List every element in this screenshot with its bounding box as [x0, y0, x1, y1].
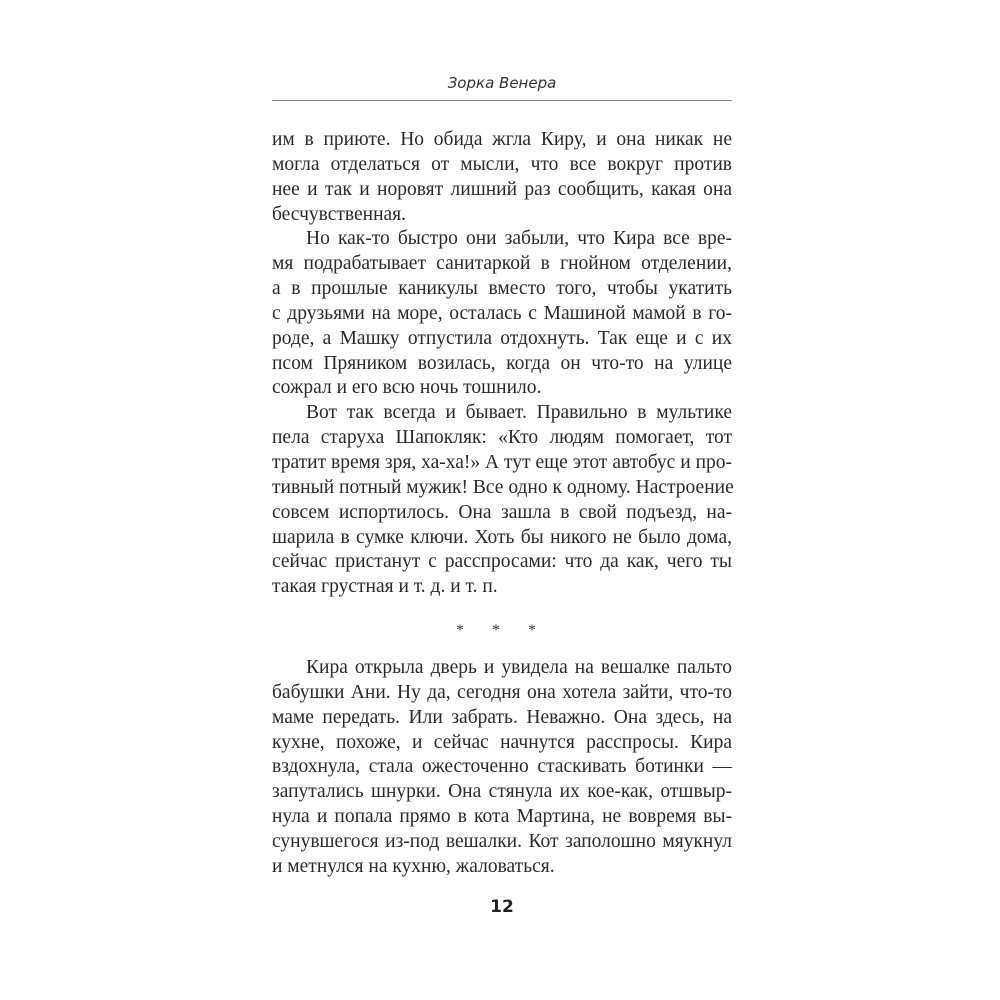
text-line: нула и попала прямо в кота Мартина, не вовремя вы- [272, 806, 732, 828]
text-line: сейчас пристанут с расспросами: что да как, чего ты [272, 551, 732, 573]
text-line: могла отделаться от мысли, что все вокруг против [272, 153, 732, 175]
text-line: им в приюте. Но обида жгла Киру, и она никак не [272, 129, 732, 150]
text-line: маме передать. Или забрать. Неважно. Она здесь, на [272, 706, 732, 728]
body-text-block-2 [272, 656, 732, 880]
page-number: 12 [490, 897, 514, 917]
text-line: тивный потный мужик! Все одно к одному. Настроение [272, 476, 734, 498]
section-separator: * * * [456, 622, 548, 639]
text-line: такая грустная и т. д. и т. п. [272, 576, 498, 598]
text-line: Вот так всегда и бывает. Правильно в мультике [306, 402, 732, 424]
text-line: с друзьями на море, осталась с Машиной мамой в го- [272, 302, 732, 324]
header-rule [272, 100, 732, 101]
text-line: нее и так и норовят лишний раз сообщить, какая она [272, 178, 732, 200]
text-line: кухне, похоже, и сейчас начнутся расспросы. Кира [272, 731, 732, 753]
text-line: роде, а Машку отпустила отдохнуть. Так еще и с их [272, 327, 732, 349]
text-line: и метнулся на кухню, жаловаться. [272, 855, 555, 877]
text-line: Кира открыла дверь и увидела на вешалке пальто [306, 657, 732, 678]
text-line: бесчувственная. [272, 203, 407, 225]
running-title: Зорка Венера [447, 74, 557, 92]
text-line: псом Пряником возилась, когда он что-то на улице [272, 352, 732, 374]
text-line: Но как-то быстро они забыли, что Кира все вре- [306, 228, 732, 250]
body-text-block-1 [272, 128, 732, 600]
text-line: тратит время зря, ха-ха!» А тут еще этот автобус и про- [272, 451, 732, 473]
text-line: бабушки Ани. Ну да, сегодня она хотела зайти, что-то [272, 681, 732, 703]
text-line: вздохнула, стала ожесточенно стаскивать ботинки — [272, 756, 732, 778]
text-line: мя подрабатывает санитаркой в гнойном отделении, [272, 253, 732, 275]
text-line: пела старуха Шапокляк: «Кто людям помогает, тот [272, 427, 732, 449]
text-line: сунувшегося из-под вешалки. Кот заполошно мяукнул [272, 830, 732, 852]
text-line: а в прошлые каникулы вместо того, чтобы укатить [272, 278, 732, 300]
text-line: совсем испортилось. Она зашла в свой подъезд, на- [272, 501, 732, 523]
text-line: запутались шнурки. Она стянула их кое-как, отшвыр- [272, 781, 732, 803]
text-line: сожрал и его всю ночь тошнило. [272, 377, 542, 399]
text-line: шарила в сумке ключи. Хоть бы никого не было дома, [272, 526, 732, 548]
